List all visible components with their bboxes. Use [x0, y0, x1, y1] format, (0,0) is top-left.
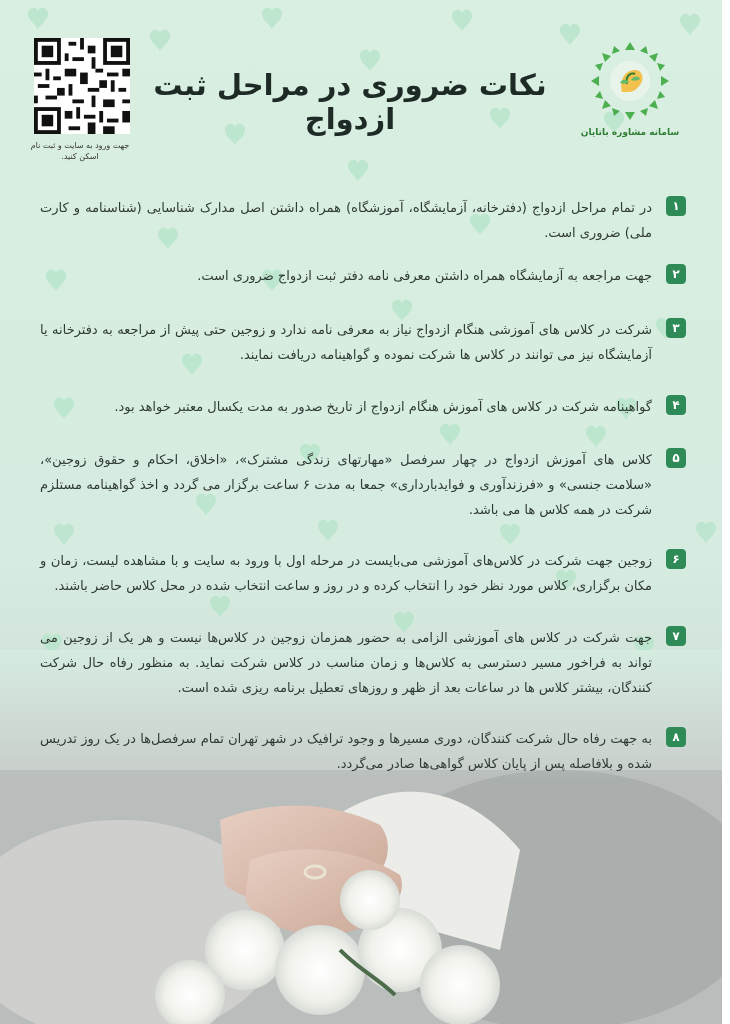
qr-caption: جهت ورود به سایت و ثبت نام اسکن کنید. [30, 141, 130, 161]
list-item [40, 196, 686, 246]
item-text: شرکت در کلاس های آموزشی هنگام ازدواج نیاز به معرفی نامه ندارد و زوجین حتی پیش از مراجعه به دفترخانه یا آزمایشگاه نیز می توانند در کلاس ها شرکت نموده و گواهینامه دریافت نمایند. [40, 323, 652, 363]
list-item [40, 395, 686, 420]
list-item [40, 448, 686, 523]
item-text: در تمام مراحل ازدواج (دفترخانه، آزمایشگاه، آموزشگاه) همراه داشتن اصل مدارک شناسایی (شناسنامه و کارت ملی) ضروری است. [40, 201, 652, 241]
list-item [40, 626, 686, 701]
item-number: ۷ [666, 626, 686, 646]
list-item [40, 318, 686, 368]
item-number: ۱ [666, 196, 686, 216]
item-text: به جهت رفاه حال شرکت کنندگان، دوری مسیرها و وجود ترافیک در شهر تهران تمام سرفصل‌ها در یک روز تدریس شده و بلافاصله پس از پایان کلاس گواهی‌ها صادر می‌گردد. [40, 732, 652, 772]
logo-icon [589, 40, 671, 122]
item-text: جهت شرکت در کلاس های آموزشی الزامی به حضور همزمان زوجین در کلاس‌ها نیست و هر یک از زوجین می تواند به فراخور مسیر دسترسی به کلاس‌ها و زمان مناسب در کلاس شرکت نماید. به منظور رفاه حال شرکت کنندگان، بیشتر کلاس ها در ساعات بعد از ظهر و روزهای تعطیل برنامه ریزی شده است. [40, 631, 652, 696]
item-number: ۶ [666, 549, 686, 569]
item-number: ۴ [666, 395, 686, 415]
qr-code[interactable] [34, 38, 130, 134]
page-edge [722, 0, 730, 1024]
list-item [40, 264, 686, 289]
item-text: گواهینامه شرکت در کلاس های آموزش هنگام ازدواج از تاریخ صدور به مدت یکسال معتبر خواهد بود. [114, 400, 652, 415]
item-text: جهت مراجعه به آزمایشگاه همراه داشتن معرفی نامه دفتر ثبت ازدواج ضروری است. [197, 269, 652, 284]
item-text: زوجین جهت شرکت در کلاس‌های آموزشی می‌بایست در مرحله اول با ورود به سایت و با مشاهده لیست، زمان و مکان برگزاری، کلاس مورد نظر خود را انتخاب کرده و در روز و ساعت انتخاب شده در محل کلاس حاضر باشند. [40, 554, 652, 594]
logo-name: سامانه مشاوره باتایان [580, 128, 680, 138]
list-item [40, 727, 686, 777]
list-item [40, 549, 686, 599]
item-number: ۸ [666, 727, 686, 747]
qr-block [30, 38, 130, 162]
item-number: ۳ [666, 318, 686, 338]
wedding-photo [0, 650, 722, 1024]
item-number: ۵ [666, 448, 686, 468]
page-title: نکات ضروری در مراحل ثبت ازدواج [153, 68, 547, 136]
item-number: ۲ [666, 264, 686, 284]
item-text: کلاس های آموزش ازدواج در چهار سرفصل «مهارتهای زندگی مشترک»، «اخلاق، احکام و حقوق زوجین»، «سلامت جنسی» و «فرزندآوری و فوایدبارداری» جمعا به مدت ۶ ساعت برگزار می گردد و اخذ گواهینامه مستلزم شرکت در همه کلاس ها می باشد. [40, 453, 652, 518]
logo [580, 40, 680, 138]
